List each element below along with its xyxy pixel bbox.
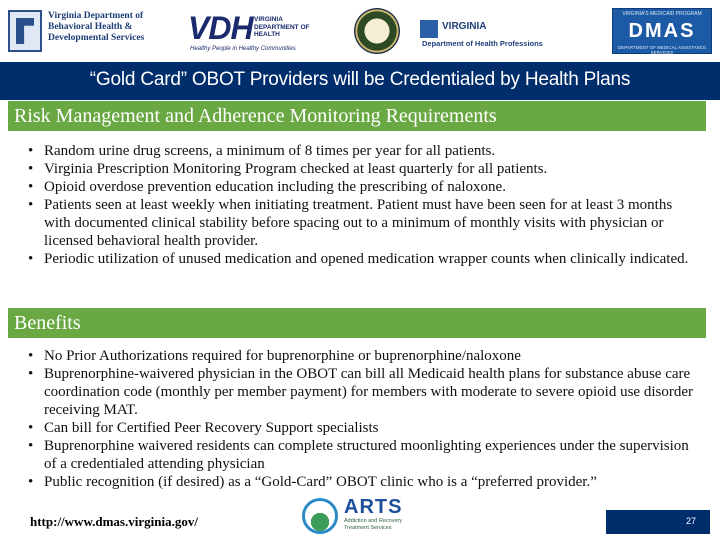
dhp-logo [420,8,580,54]
list-item: • Can bill for Certified Peer Recovery Support specialists [26,419,702,437]
vdbhds-mark-icon [8,10,42,52]
dhp-line2: Department of Health Professions [422,39,543,48]
vdh-tagline: Healthy People in Healthy Communities [190,46,296,52]
list-item: • Public recognition (if desired) as a “Gold-Card” OBOT clinic who is a “preferred provider.” [26,473,702,491]
virginia-seal-icon [354,8,400,54]
slide-title: “Gold Card” OBOT Providers will be Credentialed by Health Plans [89,69,631,90]
vdh-name: VIRGINIA DEPARTMENT OF HEALTH [254,16,310,38]
list-item: • Periodic utilization of unused medication and opened medication wrapper counts when clinically indicated. [26,250,702,268]
benefits-section-header [8,308,706,338]
dmas-top-text: VIRGINIA'S MEDICAID PROGRAM [622,11,702,17]
arts-logo [300,496,412,538]
vdh-logo [188,8,330,54]
list-item: • No Prior Authorizations required for buprenorphine or buprenorphine/naloxone [26,347,702,365]
list-item: • Buprenorphine waivered residents can complete structured moonlighting experiences under the supervision of a credentialed attending physician [26,437,702,473]
risk-list [26,142,702,268]
arts-subtitle: Addiction and Recovery Treatment Services [344,518,403,531]
arts-wordmark: ARTS [344,496,403,518]
benefits-list [26,347,702,491]
arts-emblem-icon [302,498,338,534]
dmas-logo [612,8,712,54]
footer-url-link[interactable]: http://www.dmas.virginia.gov/ [30,514,198,529]
benefits-section-heading: Benefits [14,312,81,334]
vdh-wordmark: VDH [188,10,253,46]
dmas-bottom-text: DEPARTMENT OF MEDICAL ASSISTANCE SERVICES [617,45,707,55]
vdbhds-name: Virginia Department of Behavioral Health & Developmental Services [48,11,145,43]
list-item: • Random urine drug screens, a minimum of 8 times per year for all patients. [26,142,702,160]
page-number-box [606,510,710,534]
list-item: • Virginia Prescription Monitoring Program checked at least quarterly for all patients. [26,160,702,178]
list-item: • Patients seen at least weekly when initiating treatment. Patient must have been seen for at least 3 months with documented clinical stability before spacing out to a minimum of monthly visits with physician or licensed behavioral health provider. [26,196,702,250]
list-item: • Buprenorphine-waivered physician in the OBOT can bill all Medicaid health plans for substance abuse care coordination code (monthly per member payment) for members with moderate to severe opioid use disorder receiving MAT. [26,365,702,419]
dhp-line1: VIRGINIA [442,21,487,32]
page-number: 27 [685,516,696,526]
title-bar [0,62,720,100]
vdbhds-logo [8,8,168,54]
logo-strip [0,0,720,62]
list-item: • Opioid overdose prevention education including the prescribing of naloxone. [26,178,702,196]
risk-section-heading: Risk Management and Adherence Monitoring Requirements [14,105,497,127]
dmas-wordmark: DMAS [628,20,696,42]
risk-section-header [8,101,706,131]
dhp-mark-icon [420,20,438,38]
